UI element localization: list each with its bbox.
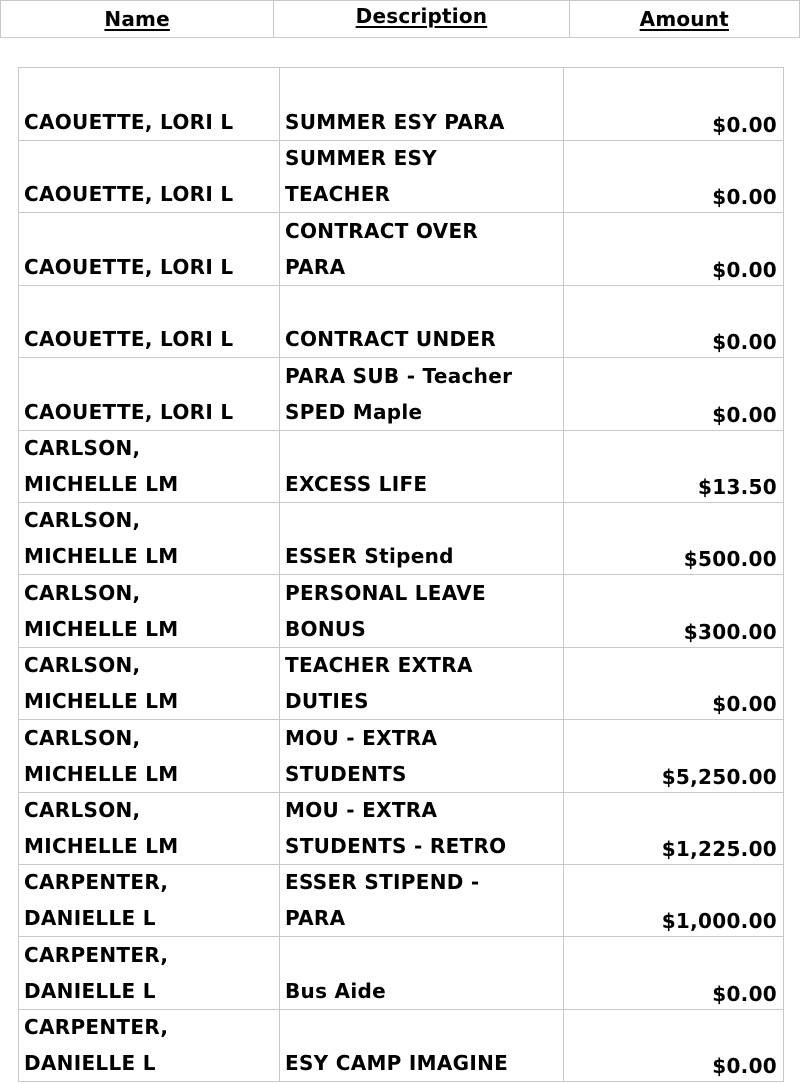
name-cell: [19, 937, 280, 1008]
description-cell-line: ESSER Stipend: [285, 544, 454, 569]
table-row: [19, 68, 784, 141]
name-cell-line: CAOUETTE, LORI L: [24, 254, 234, 279]
amount-value: $1,000.00: [661, 909, 777, 934]
table-row: [19, 793, 784, 865]
description-cell: [280, 648, 564, 719]
name-cell-line: CARPENTER,: [24, 1015, 169, 1040]
amount-cell: [564, 865, 784, 936]
amount-value: $0.00: [712, 330, 777, 355]
name-cell-line: CARLSON,: [24, 435, 141, 460]
description-cell-line: PARA: [285, 254, 346, 279]
amount-value: $0.00: [712, 1054, 777, 1079]
header-name-cell: [1, 1, 274, 37]
amount-value: $0.00: [712, 185, 777, 210]
description-cell-line: CONTRACT UNDER: [285, 327, 497, 352]
description-cell: [280, 865, 564, 936]
amount-value: $0.00: [712, 981, 777, 1006]
name-cell-line: CARLSON,: [24, 725, 141, 750]
name-cell: [19, 1010, 280, 1081]
name-cell-line: CARLSON,: [24, 508, 141, 533]
table-row: [19, 865, 784, 937]
description-cell: [280, 286, 564, 357]
amount-value: $5,250.00: [661, 764, 777, 789]
table-row: [19, 575, 784, 647]
name-cell-line: CAOUETTE, LORI L: [24, 399, 234, 424]
description-cell-line: CONTRACT OVER: [285, 218, 479, 243]
name-cell-line: CARLSON,: [24, 580, 141, 605]
amount-value: $300.00: [683, 619, 777, 644]
description-cell: [280, 1010, 564, 1081]
name-cell-line: MICHELLE LM: [24, 544, 179, 569]
name-cell-line: CARLSON,: [24, 653, 141, 678]
table-row: [19, 286, 784, 358]
amount-cell: [564, 213, 784, 284]
table-row: [19, 503, 784, 575]
payments-table: [18, 67, 784, 1082]
description-cell-line: MOU - EXTRA: [285, 725, 438, 750]
name-cell: [19, 286, 280, 357]
name-cell-line: MICHELLE LM: [24, 689, 179, 714]
header-name: Name: [104, 7, 170, 31]
table-row: [19, 648, 784, 720]
table-row: [19, 431, 784, 503]
table-row: [19, 1010, 784, 1082]
name-cell: [19, 720, 280, 791]
amount-cell: [564, 68, 784, 140]
description-cell: [280, 503, 564, 574]
name-cell-line: DANIELLE L: [24, 1051, 156, 1076]
table-row: [19, 720, 784, 792]
description-cell-line: SUMMER ESY PARA: [285, 110, 505, 134]
name-cell-line: CARPENTER,: [24, 942, 169, 967]
name-cell: [19, 503, 280, 574]
name-cell: [19, 575, 280, 646]
name-cell: [19, 865, 280, 936]
header-description: Description: [355, 4, 488, 28]
table-row: [19, 358, 784, 430]
name-cell-line: CARPENTER,: [24, 870, 169, 895]
description-cell: [280, 213, 564, 284]
description-cell-line: SUMMER ESY: [285, 146, 438, 171]
amount-cell: [564, 575, 784, 646]
description-cell-line: TEACHER EXTRA: [285, 653, 473, 678]
description-cell: [280, 793, 564, 864]
description-cell-line: STUDENTS: [285, 761, 407, 786]
description-cell-line: DUTIES: [285, 689, 369, 714]
description-cell-line: Bus Aide: [285, 978, 386, 1003]
name-cell-line: CAOUETTE, LORI L: [24, 327, 234, 352]
description-cell-line: ESSER STIPEND -: [285, 870, 480, 895]
description-cell: [280, 937, 564, 1008]
table-row: [19, 937, 784, 1009]
name-cell-line: CAOUETTE, LORI L: [24, 182, 234, 207]
amount-value: $1,225.00: [661, 836, 777, 861]
amount-cell: [564, 1010, 784, 1081]
amount-cell: [564, 648, 784, 719]
description-cell-line: STUDENTS - RETRO: [285, 833, 507, 858]
table-row: [19, 213, 784, 285]
description-cell: [280, 68, 564, 140]
name-cell-line: MICHELLE LM: [24, 833, 179, 858]
description-cell-line: EXCESS LIFE: [285, 471, 428, 496]
name-cell: [19, 213, 280, 284]
amount-cell: [564, 503, 784, 574]
name-cell: [19, 68, 280, 140]
description-cell: [280, 358, 564, 429]
name-cell: [19, 793, 280, 864]
description-cell: [280, 575, 564, 646]
description-cell-line: MOU - EXTRA: [285, 797, 438, 822]
description-cell-line: PARA SUB - Teacher: [285, 363, 513, 388]
header-table: [0, 0, 800, 38]
amount-cell: [564, 141, 784, 212]
name-cell: [19, 431, 280, 502]
header-amount: Amount: [639, 7, 729, 31]
header-description-cell: [274, 1, 569, 37]
amount-cell: [564, 286, 784, 357]
amount-cell: [564, 937, 784, 1008]
description-cell: [280, 431, 564, 502]
name-cell-line: CARLSON,: [24, 797, 141, 822]
amount-value: $13.50: [698, 474, 777, 499]
table-row: [19, 141, 784, 213]
amount-cell: [564, 431, 784, 502]
name-cell: [19, 358, 280, 429]
name-cell: [19, 141, 280, 212]
name-cell-line: MICHELLE LM: [24, 471, 179, 496]
amount-value: $0.00: [712, 113, 777, 137]
name-cell-line: MICHELLE LM: [24, 616, 179, 641]
description-cell: [280, 720, 564, 791]
name-cell-line: DANIELLE L: [24, 978, 156, 1003]
amount-value: $0.00: [712, 692, 777, 717]
header-amount-cell: [570, 1, 799, 37]
description-cell-line: PARA: [285, 906, 346, 931]
description-cell-line: TEACHER: [285, 182, 391, 207]
name-cell: [19, 648, 280, 719]
description-cell-line: BONUS: [285, 616, 367, 641]
description-cell-line: PERSONAL LEAVE: [285, 580, 486, 605]
amount-cell: [564, 720, 784, 791]
amount-value: $0.00: [712, 257, 777, 282]
description-cell: [280, 141, 564, 212]
name-cell-line: CAOUETTE, LORI L: [24, 110, 234, 134]
name-cell-line: DANIELLE L: [24, 906, 156, 931]
name-cell-line: MICHELLE LM: [24, 761, 179, 786]
amount-value: $0.00: [712, 402, 777, 427]
description-cell-line: ESY CAMP IMAGINE: [285, 1051, 509, 1076]
amount-cell: [564, 358, 784, 429]
amount-cell: [564, 793, 784, 864]
amount-value: $500.00: [683, 547, 777, 572]
description-cell-line: SPED Maple: [285, 399, 423, 424]
